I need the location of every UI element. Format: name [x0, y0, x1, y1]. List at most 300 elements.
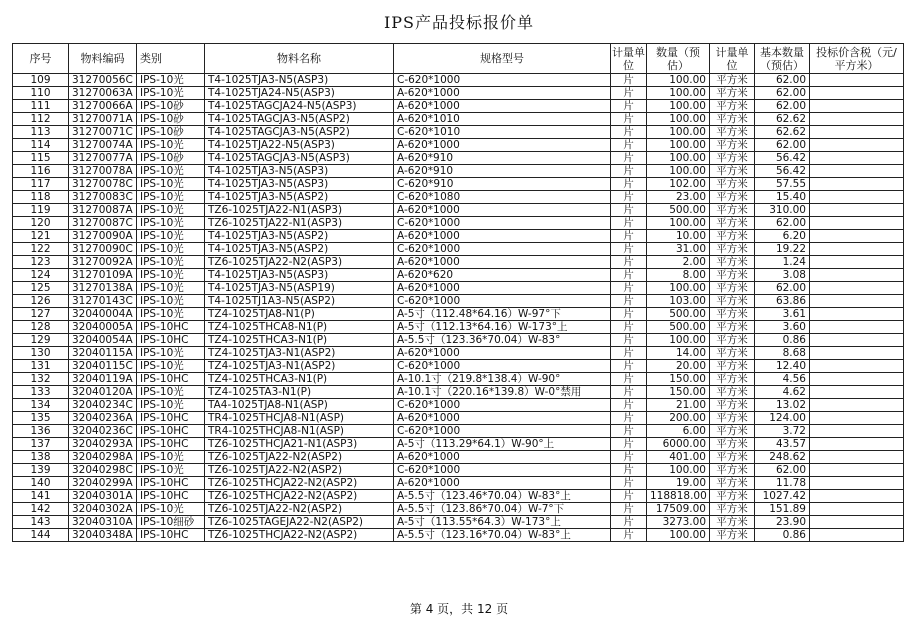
cell-price[interactable]	[810, 386, 904, 399]
cell-name: TZ4-1025TJA3-N1(ASP2)	[205, 360, 394, 373]
cell-unit: 片	[611, 269, 647, 282]
cell-qty: 19.00	[647, 477, 710, 490]
cell-category: IPS-10光	[137, 165, 205, 178]
cell-qty-unit: 平方米	[710, 477, 755, 490]
cell-seq: 114	[13, 139, 69, 152]
table-header-row	[13, 44, 904, 74]
cell-qty-unit: 平方米	[710, 386, 755, 399]
cell-qty: 150.00	[647, 373, 710, 386]
cell-qty-unit: 平方米	[710, 178, 755, 191]
cell-category: IPS-10光	[137, 451, 205, 464]
cell-base-qty: 62.00	[755, 139, 810, 152]
cell-price[interactable]	[810, 178, 904, 191]
cell-price[interactable]	[810, 464, 904, 477]
cell-spec: A-620*910	[394, 165, 611, 178]
cell-unit: 片	[611, 490, 647, 503]
cell-category: IPS-10光	[137, 464, 205, 477]
cell-name: T4-1025TJA22-N5(ASP3)	[205, 139, 394, 152]
cell-unit: 片	[611, 113, 647, 126]
cell-spec: A-620*1000	[394, 139, 611, 152]
cell-seq: 124	[13, 269, 69, 282]
table-row	[13, 308, 904, 321]
cell-code: 31270077A	[69, 152, 137, 165]
cell-name: T4-1025TJA3-N5(ASP3)	[205, 178, 394, 191]
cell-name: TZ6-1025TJA22-N1(ASP3)	[205, 217, 394, 230]
cell-price[interactable]	[810, 347, 904, 360]
cell-spec: A-620*1010	[394, 113, 611, 126]
cell-code: 31270071A	[69, 113, 137, 126]
cell-qty: 102.00	[647, 178, 710, 191]
cell-qty-unit: 平方米	[710, 399, 755, 412]
cell-category: IPS-10光	[137, 347, 205, 360]
cell-seq: 139	[13, 464, 69, 477]
cell-qty: 100.00	[647, 126, 710, 139]
table-row	[13, 321, 904, 334]
cell-unit: 片	[611, 165, 647, 178]
cell-qty-unit: 平方米	[710, 425, 755, 438]
cell-name: TZ6-1025TAGEJA22-N2(ASP2)	[205, 516, 394, 529]
cell-code: 32040236A	[69, 412, 137, 425]
cell-qty-unit: 平方米	[710, 490, 755, 503]
table-row	[13, 360, 904, 373]
cell-category: IPS-10光	[137, 399, 205, 412]
cell-qty-unit: 平方米	[710, 243, 755, 256]
cell-qty-unit: 平方米	[710, 256, 755, 269]
header-qty-unit: 计量单位	[710, 44, 755, 74]
cell-spec: A-620*1000	[394, 477, 611, 490]
cell-qty-unit: 平方米	[710, 373, 755, 386]
cell-code: 32040236C	[69, 425, 137, 438]
cell-category: IPS-10HC	[137, 412, 205, 425]
table-row	[13, 438, 904, 451]
page-footer: 第 4 页，共 12 页	[409, 602, 509, 616]
cell-price[interactable]	[810, 243, 904, 256]
cell-category: IPS-10光	[137, 191, 205, 204]
cell-unit: 片	[611, 321, 647, 334]
cell-qty-unit: 平方米	[710, 152, 755, 165]
cell-base-qty: 63.86	[755, 295, 810, 308]
cell-code: 31270090C	[69, 243, 137, 256]
cell-qty-unit: 平方米	[710, 503, 755, 516]
cell-base-qty: 62.00	[755, 74, 810, 87]
cell-code: 31270056C	[69, 74, 137, 87]
cell-base-qty: 43.57	[755, 438, 810, 451]
cell-category: IPS-10光	[137, 360, 205, 373]
cell-qty: 100.00	[647, 152, 710, 165]
table-row	[13, 204, 904, 217]
cell-spec: C-620*1000	[394, 399, 611, 412]
cell-price[interactable]	[810, 308, 904, 321]
cell-spec: C-620*1000	[394, 360, 611, 373]
cell-spec: C-620*1010	[394, 126, 611, 139]
cell-category: IPS-10HC	[137, 334, 205, 347]
cell-spec: A-620*620	[394, 269, 611, 282]
cell-seq: 125	[13, 282, 69, 295]
cell-qty: 150.00	[647, 386, 710, 399]
cell-base-qty: 1027.42	[755, 490, 810, 503]
cell-unit: 片	[611, 412, 647, 425]
cell-unit: 片	[611, 399, 647, 412]
cell-price[interactable]	[810, 425, 904, 438]
cell-name: T4-1025TJA3-N5(ASP19)	[205, 282, 394, 295]
cell-base-qty: 19.22	[755, 243, 810, 256]
cell-unit: 片	[611, 464, 647, 477]
cell-qty: 100.00	[647, 282, 710, 295]
cell-unit: 片	[611, 204, 647, 217]
header-price: 投标价含税（元/平方米）	[810, 44, 904, 74]
cell-price[interactable]	[810, 321, 904, 334]
cell-qty-unit: 平方米	[710, 464, 755, 477]
cell-spec: C-620*910	[394, 178, 611, 191]
cell-base-qty: 4.62	[755, 386, 810, 399]
cell-unit: 片	[611, 451, 647, 464]
cell-base-qty: 56.42	[755, 165, 810, 178]
table-row	[13, 412, 904, 425]
cell-spec: C-620*1000	[394, 464, 611, 477]
cell-price[interactable]	[810, 438, 904, 451]
cell-category: IPS-10HC	[137, 477, 205, 490]
cell-code: 32040234C	[69, 399, 137, 412]
cell-category: IPS-10光	[137, 87, 205, 100]
cell-seq: 128	[13, 321, 69, 334]
cell-name: TZ6-1025THCJA22-N2(ASP2)	[205, 529, 394, 542]
cell-base-qty: 1.24	[755, 256, 810, 269]
cell-qty: 31.00	[647, 243, 710, 256]
cell-spec: A-5寸（112.48*64.16）W-97°下	[394, 308, 611, 321]
table-row	[13, 464, 904, 477]
cell-seq: 143	[13, 516, 69, 529]
cell-unit: 片	[611, 503, 647, 516]
cell-code: 32040054A	[69, 334, 137, 347]
table-row	[13, 282, 904, 295]
cell-base-qty: 6.20	[755, 230, 810, 243]
header-base-qty: 基本数量（预估）	[755, 44, 810, 74]
cell-price[interactable]	[810, 282, 904, 295]
cell-spec: C-620*1000	[394, 217, 611, 230]
cell-price[interactable]	[810, 490, 904, 503]
table-row	[13, 178, 904, 191]
table-row	[13, 191, 904, 204]
cell-qty-unit: 平方米	[710, 412, 755, 425]
cell-unit: 片	[611, 74, 647, 87]
cell-name: TZ6-1025THCJA21-N1(ASP3)	[205, 438, 394, 451]
cell-base-qty: 23.90	[755, 516, 810, 529]
table-row	[13, 152, 904, 165]
cell-base-qty: 13.02	[755, 399, 810, 412]
cell-spec: A-620*1000	[394, 412, 611, 425]
cell-category: IPS-10细砂	[137, 516, 205, 529]
cell-unit: 片	[611, 438, 647, 451]
table-row	[13, 126, 904, 139]
cell-qty-unit: 平方米	[710, 308, 755, 321]
cell-price[interactable]	[810, 165, 904, 178]
cell-base-qty: 124.00	[755, 412, 810, 425]
table-row	[13, 477, 904, 490]
cell-qty: 500.00	[647, 308, 710, 321]
cell-qty: 10.00	[647, 230, 710, 243]
cell-category: IPS-10光	[137, 282, 205, 295]
cell-price[interactable]	[810, 412, 904, 425]
cell-qty-unit: 平方米	[710, 230, 755, 243]
cell-category: IPS-10砂	[137, 113, 205, 126]
cell-seq: 119	[13, 204, 69, 217]
table-row	[13, 243, 904, 256]
cell-spec: A-5.5寸（123.36*70.04）W-83°	[394, 334, 611, 347]
cell-seq: 109	[13, 74, 69, 87]
cell-seq: 129	[13, 334, 69, 347]
cell-spec: C-620*1000	[394, 295, 611, 308]
cell-qty: 100.00	[647, 87, 710, 100]
cell-spec: A-5.5寸（123.46*70.04）W-83°上	[394, 490, 611, 503]
header-qty: 数量（预估）	[647, 44, 710, 74]
cell-code: 32040115A	[69, 347, 137, 360]
cell-qty-unit: 平方米	[710, 334, 755, 347]
cell-category: IPS-10光	[137, 308, 205, 321]
cell-price[interactable]	[810, 256, 904, 269]
cell-qty: 3273.00	[647, 516, 710, 529]
cell-seq: 115	[13, 152, 69, 165]
cell-spec: A-5寸（112.13*64.16）W-173°上	[394, 321, 611, 334]
cell-name: T4-1025TJA3-N5(ASP3)	[205, 165, 394, 178]
table-row	[13, 451, 904, 464]
cell-category: IPS-10光	[137, 386, 205, 399]
table-row	[13, 347, 904, 360]
cell-qty: 14.00	[647, 347, 710, 360]
cell-price[interactable]	[810, 74, 904, 87]
cell-price[interactable]	[810, 516, 904, 529]
cell-seq: 127	[13, 308, 69, 321]
cell-spec: A-5.5寸（123.16*70.04）W-83°上	[394, 529, 611, 542]
cell-category: IPS-10光	[137, 295, 205, 308]
cell-price[interactable]	[810, 152, 904, 165]
cell-price[interactable]	[810, 360, 904, 373]
cell-seq: 123	[13, 256, 69, 269]
cell-name: T4-1025TJA3-N5(ASP3)	[205, 74, 394, 87]
cell-name: T4-1025TJ1A3-N5(ASP2)	[205, 295, 394, 308]
cell-code: 31270074A	[69, 139, 137, 152]
cell-unit: 片	[611, 529, 647, 542]
cell-unit: 片	[611, 334, 647, 347]
cell-base-qty: 4.56	[755, 373, 810, 386]
table-row	[13, 490, 904, 503]
cell-name: TZ6-1025THCJA22-N2(ASP2)	[205, 477, 394, 490]
cell-qty-unit: 平方米	[710, 360, 755, 373]
cell-qty-unit: 平方米	[710, 165, 755, 178]
cell-category: IPS-10光	[137, 74, 205, 87]
cell-qty-unit: 平方米	[710, 126, 755, 139]
cell-spec: A-620*1000	[394, 282, 611, 295]
cell-code: 31270066A	[69, 100, 137, 113]
cell-name: T4-1025TAGCJA3-N5(ASP3)	[205, 152, 394, 165]
cell-qty-unit: 平方米	[710, 204, 755, 217]
cell-qty-unit: 平方米	[710, 347, 755, 360]
cell-qty: 100.00	[647, 217, 710, 230]
cell-name: TZ6-1025TJA22-N2(ASP2)	[205, 503, 394, 516]
cell-code: 32040119A	[69, 373, 137, 386]
cell-price[interactable]	[810, 373, 904, 386]
cell-code: 31270078C	[69, 178, 137, 191]
cell-price[interactable]	[810, 230, 904, 243]
cell-qty-unit: 平方米	[710, 321, 755, 334]
cell-category: IPS-10光	[137, 230, 205, 243]
cell-price[interactable]	[810, 191, 904, 204]
cell-name: T4-1025TJA3-N5(ASP2)	[205, 230, 394, 243]
cell-seq: 130	[13, 347, 69, 360]
cell-unit: 片	[611, 217, 647, 230]
cell-category: IPS-10HC	[137, 321, 205, 334]
header-code: 物料编码	[69, 44, 137, 74]
cell-qty-unit: 平方米	[710, 438, 755, 451]
table-row	[13, 399, 904, 412]
cell-base-qty: 151.89	[755, 503, 810, 516]
table-row	[13, 295, 904, 308]
cell-qty: 2.00	[647, 256, 710, 269]
cell-code: 31270078A	[69, 165, 137, 178]
cell-name: T4-1025TJA3-N5(ASP2)	[205, 191, 394, 204]
cell-price[interactable]	[810, 529, 904, 542]
cell-base-qty: 62.00	[755, 87, 810, 100]
table-row	[13, 256, 904, 269]
cell-qty: 200.00	[647, 412, 710, 425]
cell-spec: A-620*1000	[394, 100, 611, 113]
cell-qty-unit: 平方米	[710, 74, 755, 87]
cell-code: 31270083C	[69, 191, 137, 204]
cell-price[interactable]	[810, 87, 904, 100]
cell-seq: 138	[13, 451, 69, 464]
cell-unit: 片	[611, 152, 647, 165]
cell-code: 32040298A	[69, 451, 137, 464]
cell-price[interactable]	[810, 399, 904, 412]
cell-seq: 120	[13, 217, 69, 230]
cell-unit: 片	[611, 360, 647, 373]
cell-unit: 片	[611, 178, 647, 191]
cell-code: 31270087C	[69, 217, 137, 230]
cell-seq: 118	[13, 191, 69, 204]
cell-name: TZ4-1025THCA3-N1(P)	[205, 373, 394, 386]
table-row	[13, 74, 904, 87]
cell-qty-unit: 平方米	[710, 516, 755, 529]
cell-spec: C-620*1080	[394, 191, 611, 204]
cell-spec: A-620*1000	[394, 87, 611, 100]
cell-price[interactable]	[810, 295, 904, 308]
cell-unit: 片	[611, 347, 647, 360]
cell-code: 32040115C	[69, 360, 137, 373]
cell-qty-unit: 平方米	[710, 451, 755, 464]
cell-unit: 片	[611, 282, 647, 295]
header-category: 类别	[137, 44, 205, 74]
cell-unit: 片	[611, 87, 647, 100]
cell-qty-unit: 平方米	[710, 139, 755, 152]
cell-price[interactable]	[810, 269, 904, 282]
cell-code: 32040299A	[69, 477, 137, 490]
cell-name: TZ4-1025TA3-N1(P)	[205, 386, 394, 399]
table-row	[13, 113, 904, 126]
cell-spec: A-620*910	[394, 152, 611, 165]
cell-seq: 117	[13, 178, 69, 191]
cell-code: 31270092A	[69, 256, 137, 269]
cell-seq: 134	[13, 399, 69, 412]
cell-price[interactable]	[810, 451, 904, 464]
cell-category: IPS-10HC	[137, 490, 205, 503]
cell-base-qty: 62.00	[755, 464, 810, 477]
cell-unit: 片	[611, 256, 647, 269]
cell-qty-unit: 平方米	[710, 113, 755, 126]
cell-name: TZ6-1025THCJA22-N2(ASP2)	[205, 490, 394, 503]
cell-code: 32040005A	[69, 321, 137, 334]
cell-qty-unit: 平方米	[710, 269, 755, 282]
cell-base-qty: 62.00	[755, 100, 810, 113]
cell-unit: 片	[611, 477, 647, 490]
cell-code: 31270143C	[69, 295, 137, 308]
cell-seq: 110	[13, 87, 69, 100]
cell-name: TZ6-1025TJA22-N2(ASP3)	[205, 256, 394, 269]
cell-seq: 135	[13, 412, 69, 425]
cell-price[interactable]	[810, 139, 904, 152]
cell-name: T4-1025TAGCJA3-N5(ASP2)	[205, 113, 394, 126]
cell-name: TR4-1025THCJA8-N1(ASP)	[205, 412, 394, 425]
cell-spec: A-10.1寸（220.16*139.8）W-0°禁用	[394, 386, 611, 399]
cell-code: 31270109A	[69, 269, 137, 282]
cell-base-qty: 3.72	[755, 425, 810, 438]
cell-qty: 118818.00	[647, 490, 710, 503]
cell-price[interactable]	[810, 113, 904, 126]
cell-unit: 片	[611, 295, 647, 308]
cell-seq: 142	[13, 503, 69, 516]
cell-price[interactable]	[810, 334, 904, 347]
cell-code: 31270063A	[69, 87, 137, 100]
cell-category: IPS-10HC	[137, 438, 205, 451]
cell-unit: 片	[611, 230, 647, 243]
cell-price[interactable]	[810, 477, 904, 490]
cell-spec: A-10.1寸（219.8*138.4）W-90°	[394, 373, 611, 386]
cell-code: 32040301A	[69, 490, 137, 503]
cell-name: T4-1025TAGCJA3-N5(ASP2)	[205, 126, 394, 139]
cell-price[interactable]	[810, 217, 904, 230]
quotation-table	[12, 43, 904, 542]
cell-seq: 111	[13, 100, 69, 113]
cell-qty: 100.00	[647, 464, 710, 477]
header-seq: 序号	[13, 44, 69, 74]
cell-seq: 121	[13, 230, 69, 243]
header-spec: 规格型号	[394, 44, 611, 74]
cell-unit: 片	[611, 100, 647, 113]
cell-name: TZ4-1025TJA3-N1(ASP2)	[205, 347, 394, 360]
cell-base-qty: 8.68	[755, 347, 810, 360]
cell-code: 32040004A	[69, 308, 137, 321]
cell-seq: 126	[13, 295, 69, 308]
cell-price[interactable]	[810, 100, 904, 113]
cell-base-qty: 62.00	[755, 282, 810, 295]
table-row	[13, 139, 904, 152]
cell-category: IPS-10HC	[137, 373, 205, 386]
cell-price[interactable]	[810, 126, 904, 139]
cell-spec: A-5寸（113.55*64.3）W-173°上	[394, 516, 611, 529]
cell-price[interactable]	[810, 204, 904, 217]
table-row	[13, 425, 904, 438]
cell-category: IPS-10光	[137, 503, 205, 516]
cell-code: 32040293A	[69, 438, 137, 451]
cell-code: 31270071C	[69, 126, 137, 139]
cell-category: IPS-10砂	[137, 100, 205, 113]
cell-spec: A-620*1000	[394, 230, 611, 243]
cell-qty-unit: 平方米	[710, 217, 755, 230]
cell-unit: 片	[611, 425, 647, 438]
cell-name: TZ6-1025TJA22-N2(ASP2)	[205, 464, 394, 477]
cell-unit: 片	[611, 243, 647, 256]
cell-seq: 144	[13, 529, 69, 542]
cell-price[interactable]	[810, 503, 904, 516]
table-row	[13, 217, 904, 230]
